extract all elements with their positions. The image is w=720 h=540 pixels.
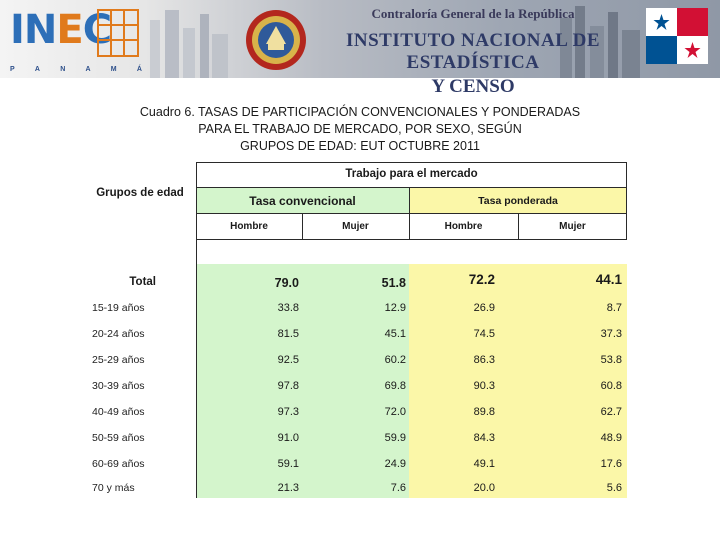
conv-header-label: Tasa convencional: [249, 194, 356, 208]
grid-line: [196, 213, 627, 214]
row-label: 20-24 años: [92, 328, 145, 340]
row-conv-mujer: 59.9: [384, 432, 406, 444]
org-line-3: Y CENSO: [431, 76, 515, 97]
contraloria-seal-icon: [244, 8, 308, 72]
row-pond-mujer: 53.8: [600, 354, 622, 366]
grid-line: [196, 239, 627, 240]
col-pond-mujer: Mujer: [559, 221, 586, 232]
table-row: [84, 354, 627, 380]
row-pond-hombre: 90.3: [473, 380, 495, 392]
row-pond-hombre: 89.8: [473, 406, 495, 418]
row-pond-mujer: 62.7: [600, 406, 622, 418]
row-conv-hombre: 33.8: [277, 302, 299, 314]
org-line-1: Contraloría General de la República: [371, 6, 575, 21]
row-conv-mujer: 69.8: [384, 380, 406, 392]
row-pond-hombre: 74.5: [473, 328, 495, 340]
row-conv-mujer: 12.9: [384, 302, 406, 314]
pond-header-label: Tasa ponderada: [478, 195, 558, 207]
panama-flag-icon: [646, 8, 708, 64]
row-conv-hombre: 21.3: [277, 482, 299, 494]
table-row: [84, 406, 627, 432]
row-pond-mujer: 8.7: [606, 302, 622, 314]
inec-logo: [6, 4, 142, 74]
logo-grid-icon: [98, 10, 138, 56]
row-label: 25-29 años: [92, 354, 145, 366]
row-pond-mujer: 17.6: [600, 458, 622, 470]
logo-subtitle: P A N A M Á: [10, 66, 142, 73]
row-pond-mujer: 37.3: [600, 328, 622, 340]
group-header-label: Trabajo para el mercado: [345, 168, 478, 180]
total-conv-mujer: 51.8: [381, 276, 406, 290]
table-row: [84, 380, 627, 406]
title-line-2: PARA EL TRABAJO DE MERCADO, POR SEXO, SEGÚN: [198, 122, 522, 136]
total-pond-mujer: 44.1: [595, 272, 622, 287]
table-row: [84, 302, 627, 328]
row-conv-hombre: 81.5: [277, 328, 299, 340]
row-label: 60-69 años: [92, 458, 145, 470]
col-conv-mujer: Mujer: [342, 221, 369, 232]
total-pond-hombre: 72.2: [468, 272, 495, 287]
title-line-3: GRUPOS DE EDAD: EUT OCTUBRE 2011: [240, 139, 480, 153]
row-pond-mujer: 5.6: [606, 482, 622, 494]
row-conv-mujer: 45.1: [384, 328, 406, 340]
row-label: 30-39 años: [92, 380, 145, 392]
table-row: [84, 482, 627, 498]
row-label: 50-59 años: [92, 432, 145, 444]
row-conv-hombre: 59.1: [277, 458, 299, 470]
logo-text-e: E: [56, 7, 83, 53]
col-pond-hombre: Hombre: [444, 221, 483, 232]
grid-line: [196, 162, 627, 163]
row-header-label: Grupos de edad: [96, 187, 184, 199]
table-row: [84, 458, 627, 484]
row-conv-hombre: 97.3: [277, 406, 299, 418]
grid-line: [196, 187, 627, 188]
row-conv-mujer: 24.9: [384, 458, 406, 470]
row-pond-hombre: 26.9: [473, 302, 495, 314]
row-pond-mujer: 60.8: [600, 380, 622, 392]
table-row: [84, 432, 627, 458]
row-pond-mujer: 48.9: [600, 432, 622, 444]
table-title: [80, 104, 640, 155]
row-conv-hombre: 97.8: [277, 380, 299, 392]
participation-table: [84, 162, 627, 498]
row-conv-hombre: 91.0: [277, 432, 299, 444]
row-conv-mujer: 72.0: [384, 406, 406, 418]
row-conv-mujer: 7.6: [390, 482, 406, 494]
row-pond-hombre: 49.1: [473, 458, 495, 470]
col-conv-hombre: Hombre: [230, 221, 268, 232]
table-row: [84, 328, 627, 354]
row-pond-hombre: 20.0: [473, 482, 495, 494]
row-label: 15-19 años: [92, 302, 145, 314]
row-label: 40-49 años: [92, 406, 145, 418]
row-conv-mujer: 60.2: [384, 354, 406, 366]
title-line-1: Cuadro 6. TASAS DE PARTICIPACIÓN CONVENCIONALES Y PONDERADAS: [139, 105, 581, 119]
org-line-2: INSTITUTO NACIONAL DE ESTADÍSTICA: [345, 30, 601, 73]
logo-text-c: C: [82, 7, 112, 53]
logo-text-in: IN: [10, 7, 57, 53]
row-conv-hombre: 92.5: [277, 354, 299, 366]
row-pond-hombre: 86.3: [473, 354, 495, 366]
organization-name: [318, 4, 628, 98]
row-label: 70 y más: [92, 482, 135, 494]
total-conv-hombre: 79.0: [274, 276, 299, 290]
header-banner: [0, 0, 720, 97]
total-row-label: Total: [129, 276, 156, 288]
row-pond-hombre: 84.3: [473, 432, 495, 444]
